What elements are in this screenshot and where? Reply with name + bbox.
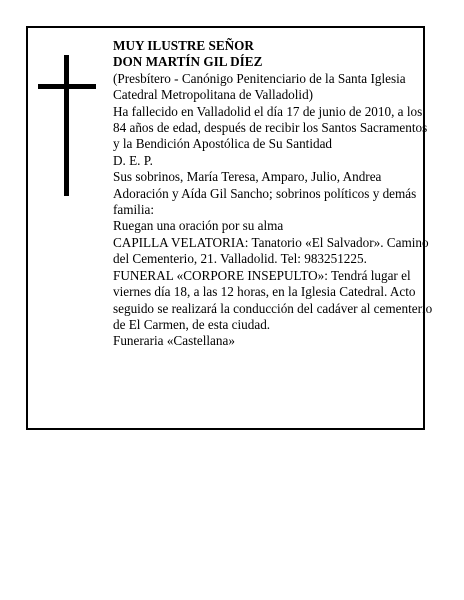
funeral-home: Funeraria «Castellana» (113, 333, 235, 349)
deceased-position: (Presbítero - Canónigo Penitenciario de la Santa Iglesia Catedral Metropolitana de Valladolid) (113, 70, 406, 103)
rest-in-peace: D. E. P. (113, 152, 153, 168)
funeral-info: FUNERAL «CORPORE INSEPULTO»: Tendrá lugar el viernes día 18, a las 12 horas, en la Iglesia Catedral. Acto seguido se realizará la conducción del cadáver al cementerio de El Carmen, de esta ciudad. (113, 267, 433, 332)
deceased-name: DON MARTÍN GIL DÍEZ (113, 54, 263, 70)
family-mourners: Sus sobrinos, María Teresa, Amparo, Julio, Andrea Adoración y Aída Gil Sancho; sobrinos políticos y demás familia: (113, 169, 417, 218)
obituary-text (113, 38, 433, 350)
cross-horizontal-bar (38, 84, 96, 89)
deceased-title: MUY ILUSTRE SEÑOR (113, 38, 254, 53)
chapel-info: CAPILLA VELATORIA: Tanatorio «El Salvador». Camino del Cementerio, 21. Valladolid. Tel: 983251225. (113, 234, 429, 267)
cross-vertical-bar (64, 55, 69, 196)
death-announcement: Ha fallecido en Valladolid el día 17 de junio de 2010, a los 84 años de edad, después de recibir los Santos Sacramentos y la Bendición Apostólica de Su Santidad (113, 103, 428, 152)
prayer-request: Ruegan una oración por su alma (113, 218, 284, 234)
